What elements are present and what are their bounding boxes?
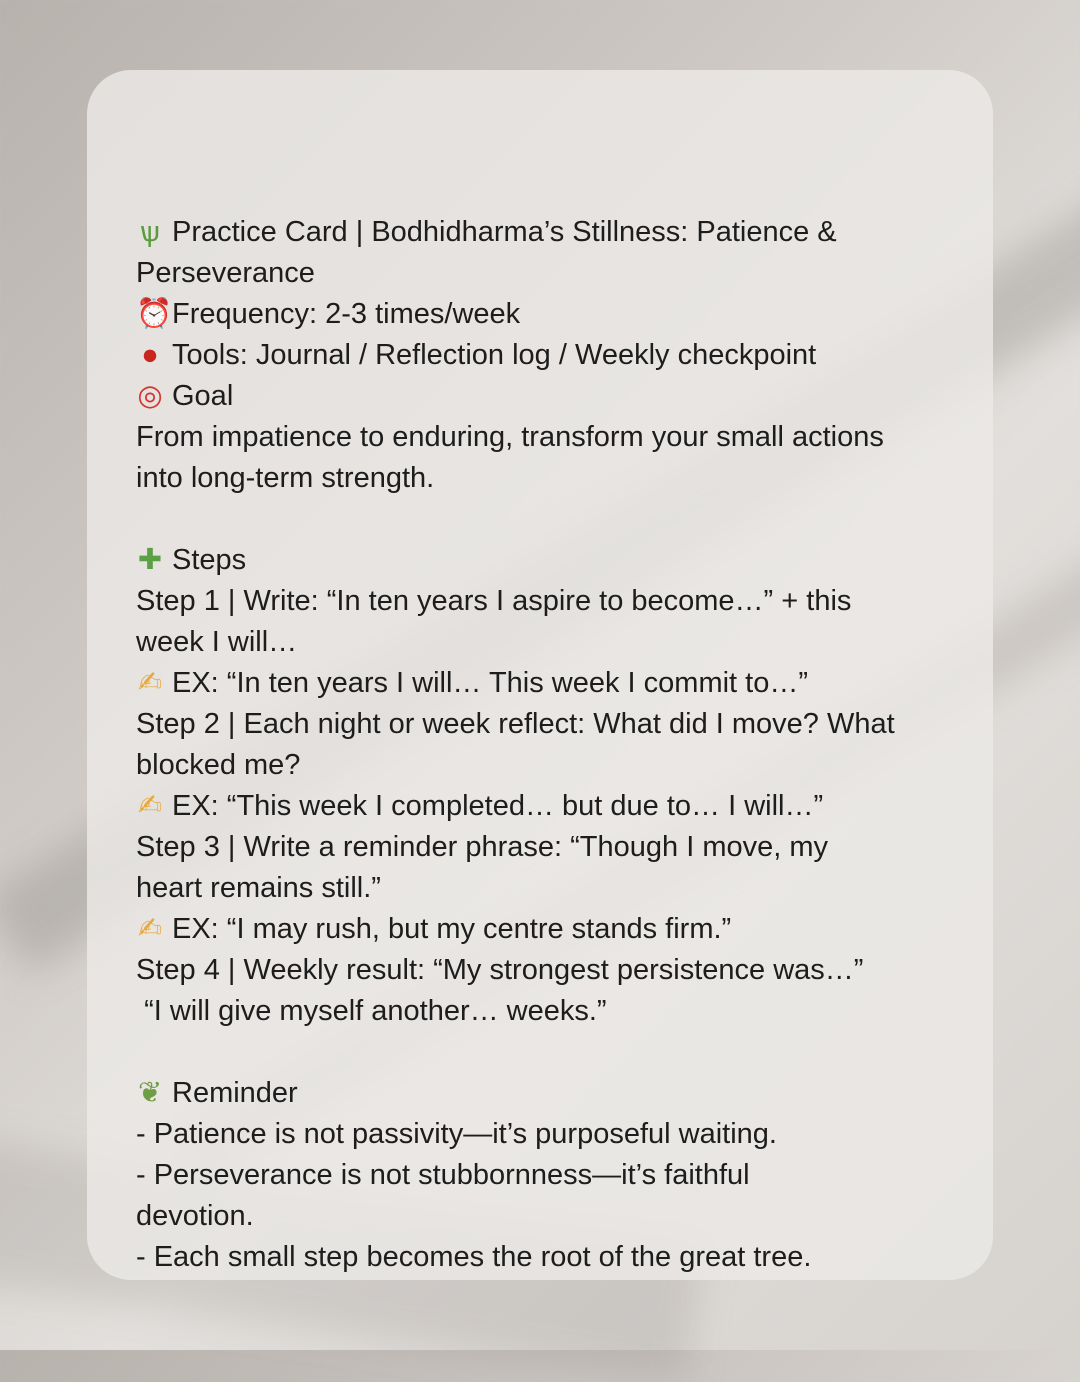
herb-icon: ❦ xyxy=(137,1077,163,1109)
blank-line xyxy=(136,499,953,540)
example-2: ✍ EX: “This week I completed… but due to… I will…” xyxy=(136,786,953,827)
goal-heading: ◎ Goal xyxy=(136,376,953,417)
writing-hand-icon: ✍ xyxy=(137,913,163,945)
frequency-line: ⏰Frequency: 2-3 times/week xyxy=(136,294,953,335)
clock-icon: ⏰ xyxy=(136,298,173,330)
step-3: Step 3 | Write a reminder phrase: “Though I move, my xyxy=(136,831,829,863)
example-3: ✍ EX: “I may rush, but my centre stands firm.” xyxy=(136,909,953,950)
card-text xyxy=(136,212,953,1278)
step-4: Step 4 | Weekly result: “My strongest persistence was…” xyxy=(136,954,864,986)
card-title-continued: Perseverance xyxy=(136,257,315,289)
puzzle-icon: ✚ xyxy=(137,544,163,576)
reminder-item: - Perseverance is not stubbornness—it’s faithful xyxy=(136,1159,750,1191)
goal-text-continued: into long-term strength. xyxy=(136,462,435,494)
tools-line: ● Tools: Journal / Reflection log / Weekly checkpoint xyxy=(136,335,953,376)
goal-text: From impatience to enduring, transform your small actions xyxy=(136,421,884,453)
step-2: Step 2 | Each night or week reflect: What did I move? What xyxy=(136,708,895,740)
example-1: ✍ EX: “In ten years I will… This week I commit to…” xyxy=(136,663,953,704)
writing-hand-icon: ✍ xyxy=(137,790,163,822)
steps-heading: ✚ Steps xyxy=(136,540,953,581)
reminder-item: - Each small step becomes the root of the great tree. xyxy=(136,1241,812,1273)
blank-line xyxy=(136,1032,953,1073)
step-1-continued: week I will… xyxy=(136,626,298,658)
step-2-continued: blocked me? xyxy=(136,749,301,781)
target-icon: ◎ xyxy=(137,380,163,412)
step-4-continued: “I will give myself another… weeks.” xyxy=(136,995,607,1027)
card-title: ѱ Practice Card | Bodhidharma’s Stillness: Patience & xyxy=(136,212,953,253)
step-3-continued: heart remains still.” xyxy=(136,872,381,904)
reminder-heading: ❦ Reminder xyxy=(136,1073,953,1114)
sprout-icon: ѱ xyxy=(140,216,160,248)
writing-hand-icon: ✍ xyxy=(137,667,163,699)
practice-card xyxy=(87,70,993,1280)
step-1: Step 1 | Write: “In ten years I aspire to become…” + this xyxy=(136,585,852,617)
reminder-item: - Patience is not passivity—it’s purposeful waiting. xyxy=(136,1118,777,1150)
reminder-item-continued: devotion. xyxy=(136,1200,254,1232)
pin-icon: ● xyxy=(141,339,159,371)
